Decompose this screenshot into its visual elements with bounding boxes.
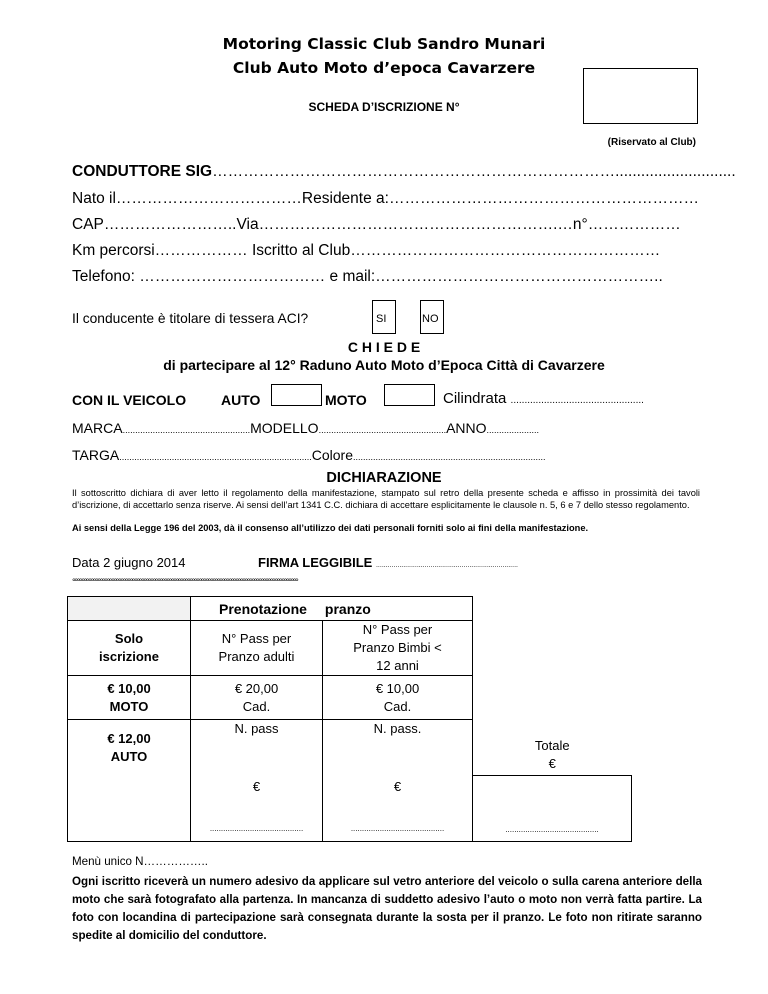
plate-label: TARGA [72, 447, 120, 463]
driver-field[interactable]: ……………………………………………………………………............................ [212, 163, 736, 180]
auto-label: AUTO [221, 392, 261, 408]
make-model-year-line[interactable] [72, 420, 539, 436]
year-field[interactable]: ..................... [486, 425, 540, 435]
adult-euro: € [252, 778, 261, 794]
declaration-title: DICHIARAZIONE [326, 470, 442, 486]
moto-label: MOTO [325, 392, 367, 408]
birth-residence-field[interactable]: Nato il………………………………Residente a:…………………………………………………… [72, 190, 699, 207]
kids-price: € 10,00 [375, 680, 420, 696]
adult-amount-cell[interactable] [191, 776, 323, 842]
km-club-field[interactable]: Km percorsi……………… Iscritto al Club…………………………………………………… [72, 242, 661, 259]
cut-separator: °°°°°°°°°°°°°°°°°°°°°°°°°°°°°°°°°°°°°°°°°°°°°°°°°°°°°°°°°°°°°°°°°°°°°°°°°°°°°°°°°°°°°°°°°°°°°°°°°° [72, 577, 298, 588]
kids-price-cell [323, 676, 473, 720]
moto-price-cell [68, 676, 191, 720]
total-euro: € [548, 756, 556, 771]
request-subtitle: di partecipare al 12° Raduno Auto Moto d’Epoca Città di Cavarzere [163, 357, 605, 373]
plate-field[interactable]: ............................................................................. [119, 452, 312, 462]
aci-question: Il conducente è titolare di tessera ACI? [72, 311, 309, 326]
moto-type: MOTO [109, 698, 149, 714]
table-header [191, 597, 473, 621]
make-field[interactable]: ................................................... [122, 425, 251, 435]
vehicle-label: CON IL VEICOLO [72, 392, 187, 408]
displacement-label: Cilindrata [443, 390, 507, 407]
driver-label: CONDUTTORE SIG [72, 163, 213, 180]
make-label: MARCA [72, 420, 123, 436]
adult-amount-dots[interactable]: .......................................... [209, 823, 304, 833]
moto-checkbox[interactable] [384, 384, 435, 406]
empty-cell [68, 776, 191, 842]
displacement-field[interactable] [443, 390, 644, 407]
club-title: Motoring Classic Club Sandro Munari [222, 35, 546, 53]
year-label: ANNO [446, 420, 487, 436]
phone-email-field[interactable]: Telefono: ……………………………… e mail:……………………………………………….. [72, 268, 663, 285]
auto-price: € 12,00 [107, 730, 151, 746]
form-title: SCHEDA D’ISCRIZIONE N° [308, 100, 460, 114]
aci-yes-label: SI [376, 313, 387, 325]
displacement-dots[interactable]: ................................................ [510, 395, 644, 406]
signature-dots[interactable]: ......................................................................... [375, 562, 518, 569]
driver-line[interactable] [72, 163, 736, 181]
date-text: Data 2 giugno 2014 [72, 555, 186, 570]
header-reservation: Prenotazione [219, 600, 307, 617]
club-subtitle: Club Auto Moto d’epoca Cavarzere [232, 59, 536, 77]
registration-number-box[interactable] [583, 68, 698, 124]
signature-field[interactable] [258, 555, 518, 570]
footer-notice: Ogni iscritto riceverà un numero adesivo da applicare sul vetro anteriore del veicolo o sulla carena anteriore della moto che sarà fotografato alla partenza. In mancanza di suddetto adesivo l’auto o moto non verrà fatta partire. La foto con locandina di partecipazione sarà consegnata durante la sosta per il pranzo. Le foto non ritirate saranno spedite al domicilio del conduttore. [72, 875, 702, 942]
adult-price: € 20,00 [234, 680, 279, 696]
request-title: C H I E D E [347, 339, 421, 355]
solo-registration-cell: Solo iscrizione [68, 621, 191, 676]
total-amount-dots[interactable]: .......................................... [505, 825, 599, 834]
total-label: Totale [534, 738, 570, 753]
kids-count-cell[interactable] [323, 720, 473, 776]
auto-price-cell [68, 720, 191, 776]
model-field[interactable]: ................................................... [318, 425, 447, 435]
auto-type: AUTO [110, 748, 148, 764]
adult-pass-header: N° Pass per Pranzo adulti [191, 621, 323, 676]
adult-count-cell[interactable] [191, 720, 323, 776]
moto-price: € 10,00 [107, 680, 151, 696]
menu-count-field[interactable]: Menù unico N…………….. [72, 855, 208, 868]
model-label: MODELLO [250, 420, 319, 436]
signature-label: FIRMA LEGGIBILE [258, 555, 373, 570]
kids-each: Cad. [383, 698, 412, 714]
privacy-consent: Ai sensi della Legge 196 del 2003, dà il consenso all’utilizzo dei dati personali forniti solo ai fini della manifestazione. [72, 523, 589, 533]
kids-pass-header: N° Pass per Pranzo Bimbi < 12 anni [323, 621, 473, 676]
color-label: Colore [311, 447, 353, 463]
auto-checkbox[interactable] [271, 384, 322, 406]
adult-count-label: N. pass [234, 721, 279, 736]
kids-amount-dots[interactable]: .......................................... [350, 823, 445, 833]
kids-euro: € [393, 778, 402, 794]
declaration-text: Il sottoscritto dichiara di aver letto il regolamento della manifestazione, stampato sul retro della presente scheda e affisso in prossimità dei tavoli d’iscrizione, di accettarlo senza riserve. Ai sensi dell’art 1341 C.C. dichiara di accettare esplicitamente le clausole n. 5, 6 e 7 dello stesso regolamento. [72, 488, 700, 510]
adult-each: Cad. [242, 698, 271, 714]
aci-no-label: NO [422, 313, 439, 325]
kids-count-label: N. pass. [373, 721, 422, 736]
total-amount-cell[interactable] [473, 776, 632, 842]
address-field[interactable]: CAP……………………..Via………………………………………………….…n°……………… [72, 216, 681, 233]
reserved-note: (Riservato al Club) [607, 137, 696, 148]
kids-amount-cell[interactable] [323, 776, 473, 842]
table-corner [68, 597, 191, 621]
adult-price-cell [191, 676, 323, 720]
total-column [473, 597, 632, 776]
header-lunch: pranzo [324, 600, 371, 617]
booking-table [67, 596, 632, 842]
plate-color-line[interactable] [72, 447, 546, 463]
color-field[interactable]: ............................................................................. [353, 452, 546, 462]
